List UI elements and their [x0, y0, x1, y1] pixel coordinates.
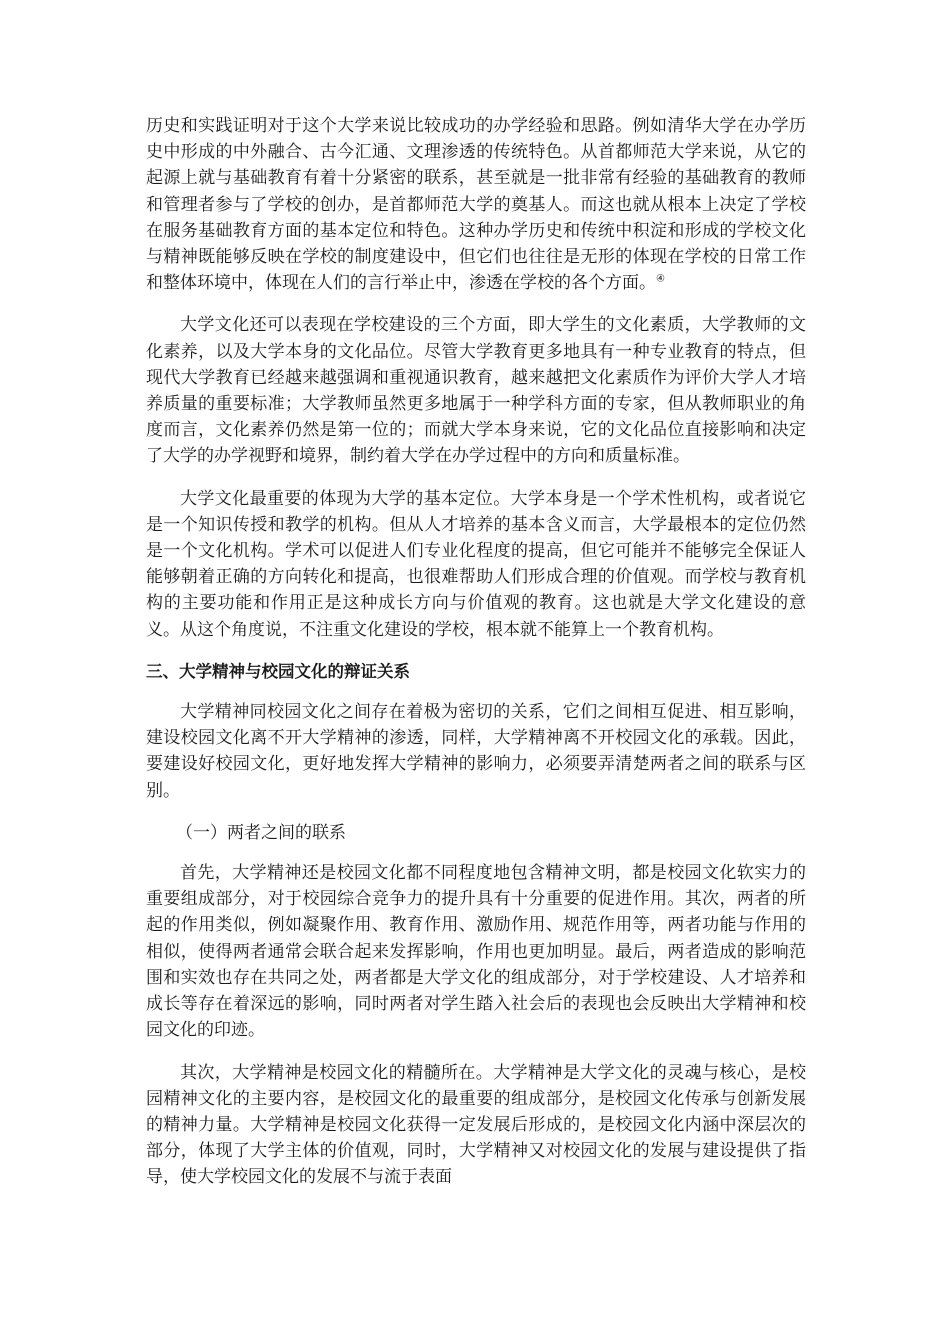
paragraph-1: [146, 113, 806, 296]
paragraph-5: 首先，大学精神还是校园文化都不同程度地包含精神文明，都是校园文化软实力的重要组成部分，对于校园综合竞争力的提升具有十分重要的促进作用。其次，两者的所起的作用类似，例如凝聚作用、教育作用、激励作用、规范作用等，两者功能与作用的相似，使得两者通常会联合起来发挥影响，作用也更加明显。最后，两者造成的影响范围和实效也存在共同之处，两者都是大学文化的组成部分，对于学校建设、人才培养和成长等存在着深远的影响，同时两者对学生踏入社会后的表现也会反映出大学精神和校园文化的印迹。: [146, 863, 806, 1041]
paragraph-3: 大学文化最重要的体现为大学的基本定位。大学本身是一个学术性机构，或者说它是一个知识传授和教学的机构。但从人才培养的基本含义而言，大学最根本的定位仍然是一个文化机构。学术可以促进人们专业化程度的提高，但它可能并不能够完全保证人能够朝着正确的方向转化和提高，也很难帮助人们形成合理的价值观。而学校与教育机构的主要功能和作用正是这种成长方向与价值观的教育。这也就是大学文化建设的意义。从这个角度说，不注重文化建设的学校，根本就不能算上一个教育机构。: [146, 488, 806, 640]
footnote-reference[interactable]: ④: [656, 273, 665, 285]
subsection-heading: （一）两者之间的联系: [176, 822, 346, 843]
paragraph-4: 大学精神同校园文化之间存在着极为密切的关系，它们之间相互促进、相互影响，建设校园文化离不开大学精神的渗透，同样，大学精神离不开校园文化的承载。因此，要建设好校园文化，更好地发挥大学精神的影响力，必须要弄清楚两者之间的联系与区别。: [146, 702, 806, 801]
paragraph-2: 大学文化还可以表现在学校建设的三个方面，即大学生的文化素质，大学教师的文化素养，以及大学本身的文化品位。尽管大学教育更多地具有一种专业教育的特点，但现代大学教育已经越来越强调和重视通识教育，越来越把文化素质作为评价大学人才培养质量的重要标准；大学教师虽然更多地属于一种学科方面的专家，但从教师职业的角度而言，文化素养仍然是第一位的；而就大学本身来说，它的文化品位直接影响和决定了大学的办学视野和境界，制约着大学在办学过程中的方向和质量标准。: [146, 315, 806, 467]
document-body: [146, 113, 806, 1207]
section-heading: 三、大学精神与校园文化的辩证关系: [146, 661, 410, 681]
paragraph-6: 其次，大学精神是校园文化的精髓所在。大学精神是大学文化的灵魂与核心，是校园精神文化的主要内容，是校园文化的最重要的组成部分，是校园文化传承与创新发展的精神力量。大学精神是校园文化获得一定发展后形成的，是校园文化内涵中深层次的部分，体现了大学主体的价值观，同时，大学精神又对校园文化的发展与建设提供了指导，使大学校园文化的发展不与流于表面: [146, 1062, 806, 1188]
paragraph-1-text: 历史和实践证明对于这个大学来说比较成功的办学经验和思路。例如清华大学在办学历史中形成的中外融合、古今汇通、文理渗透的传统特色。从首都师范大学来说，从它的起源上就与基础教育有着十分紧密的联系，甚至就是一批非常有经验的基础教育的教师和管理者参与了学校的创办，是首都师范大学的奠基人。而这也就从根本上决定了学校在服务基础教育方面的基本定位和特色。这种办学历史和传统中积淀和形成的学校文化与精神既能够反映在学校的制度建设中，但它们也往往是无形的体现在学校的日常工作和整体环境中，体现在人们的言行举止中，渗透在学校的各个方面。: [146, 116, 806, 294]
